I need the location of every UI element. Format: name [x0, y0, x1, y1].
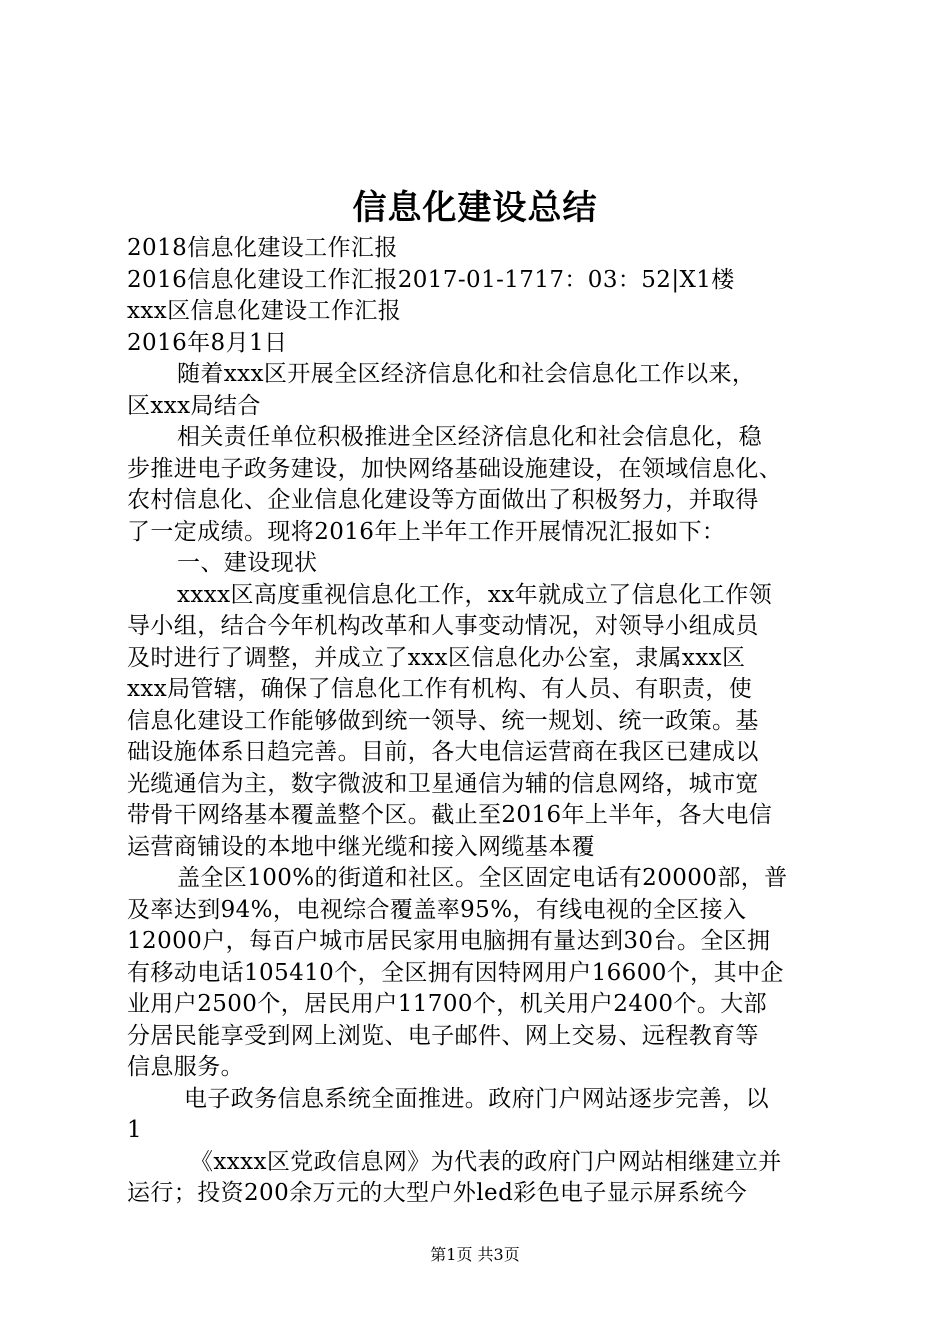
document-body — [127, 233, 837, 1210]
text-line: 农村信息化、企业信息化建设等方面做出了积极努力，并取得 — [127, 487, 759, 513]
section-heading: 一、建设现状 — [177, 550, 318, 576]
text-line: 电子政务信息系统全面推进。政府门户网站逐步完善，以 — [184, 1085, 769, 1112]
text-line: 信息化建设工作能够做到统一领导、统一规划、统一政策。基 — [127, 707, 759, 734]
text-line: xxx局管辖，确保了信息化工作有机构、有人员、有职责，使 — [127, 676, 753, 702]
text-line: 《xxxx区党政信息网》为代表的政府门户网站相继建立并 — [190, 1148, 782, 1175]
text-line: 2016信息化建设工作汇报2017-01-1717：03：52|X1楼 — [127, 266, 735, 293]
text-line: 运营商铺设的本地中继光缆和接入网缆基本覆 — [127, 833, 595, 860]
text-line: 12000户，每百户城市居民家用电脑拥有量达到30台。全区拥 — [127, 928, 771, 954]
page-footer: 第1页 共3页 — [430, 1245, 520, 1264]
text-line: 了一定成绩。现将2016年上半年工作开展情况汇报如下： — [127, 518, 726, 545]
text-line: 业用户2500个，居民用户11700个，机关用户2400个。大部 — [127, 991, 768, 1017]
text-line: 带骨干网络基本覆盖整个区。截止至2016年上半年，各大电信 — [127, 802, 773, 828]
text-line: 及率达到94%，电视综合覆盖率95%，有线电视的全区接入 — [127, 896, 747, 923]
text-line: 区xxx局结合 — [127, 392, 261, 419]
text-line: 2016年8月1日 — [127, 329, 288, 356]
text-line: 1 — [127, 1117, 143, 1143]
text-line: xxxx区高度重视信息化工作，xx年就成立了信息化工作领 — [177, 581, 773, 608]
text-line: 光缆通信为主，数字微波和卫星通信为辅的信息网络，城市宽 — [127, 770, 759, 797]
text-line: xxx区信息化建设工作汇报 — [127, 298, 402, 324]
text-line: 信息服务。 — [127, 1054, 244, 1080]
text-line: 础设施体系日趋完善。目前，各大电信运营商在我区已建成以 — [127, 739, 759, 765]
text-line: 运行；投资200余万元的大型户外led彩色电子显示屏系统今 — [127, 1180, 748, 1206]
text-line: 步推进电子政务建设，加快网络基础设施建设，在领域信息化、 — [127, 455, 783, 482]
text-line: 2018信息化建设工作汇报 — [127, 235, 398, 261]
text-line: 盖全区100%的街道和社区。全区固定电话有20000部，普 — [177, 865, 788, 891]
text-line: 分居民能享受到网上浏览、电子邮件、网上交易、远程教育等 — [127, 1022, 759, 1049]
document-title: 信息化建设总结 — [352, 188, 598, 228]
text-line: 随着xxx区开展全区经济信息化和社会信息化工作以来， — [177, 361, 756, 387]
text-line: 有移动电话105410个，全区拥有因特网用户16600个，其中企 — [127, 959, 784, 986]
text-line: 导小组，结合今年机构改革和人事变动情况，对领导小组成员 — [127, 613, 759, 639]
text-line: 及时进行了调整，并成立了xxx区信息化办公室，隶属xxx区 — [127, 644, 746, 671]
text-line: 相关责任单位积极推进全区经济信息化和社会信息化，稳 — [177, 424, 762, 450]
